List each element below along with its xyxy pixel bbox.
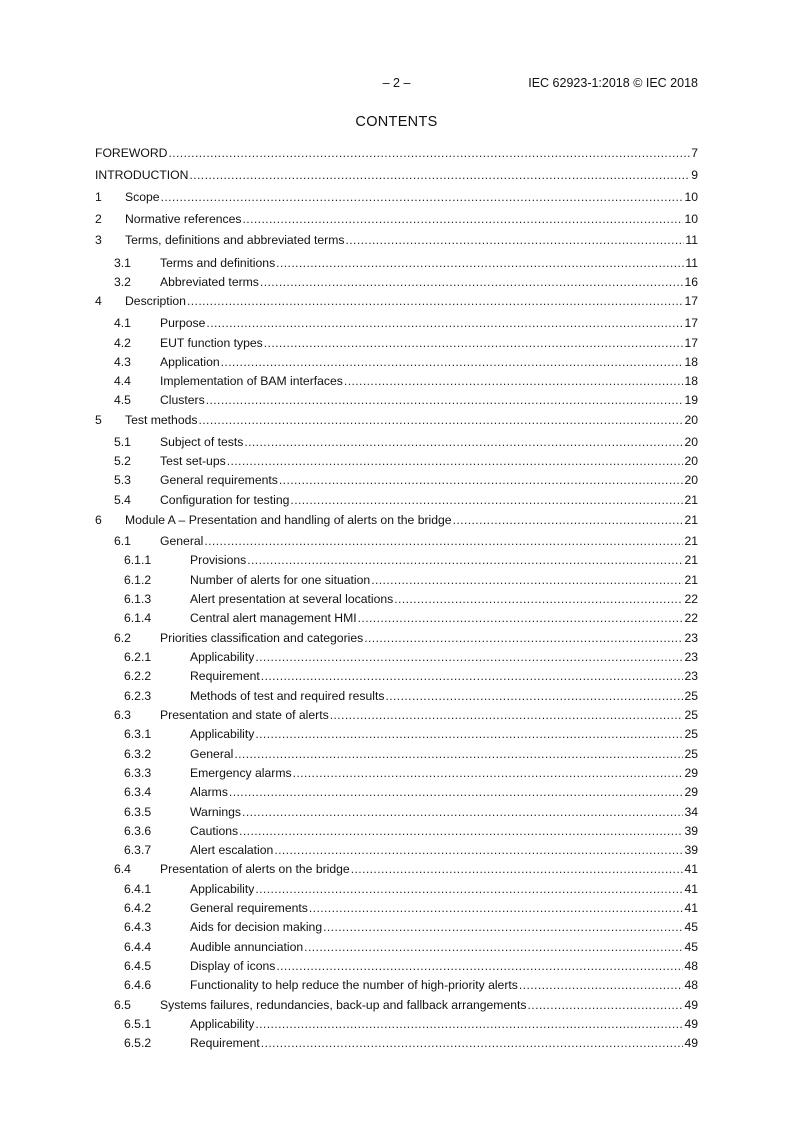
toc-entry-page: 25: [684, 708, 698, 722]
toc-entry-number: 5.2: [114, 454, 131, 468]
toc-entry-title: Alert presentation at several locations: [190, 592, 394, 606]
toc-leader-dots: [234, 747, 683, 761]
toc-entry[interactable]: [95, 513, 698, 532]
toc-entry[interactable]: [95, 374, 698, 393]
toc-entry-number: 6.5.2: [124, 1036, 152, 1050]
toc-entry[interactable]: [95, 998, 698, 1017]
page-header: [95, 76, 698, 94]
toc-entry-number: 4.1: [114, 316, 131, 330]
toc-entry-page: 29: [684, 766, 698, 780]
toc-entry-title: Methods of test and required results: [190, 689, 385, 703]
toc-entry-title: Emergency alarms: [190, 766, 292, 780]
toc-entry-number: 6.4.6: [124, 978, 152, 992]
toc-entry-number: 6.1: [114, 534, 131, 548]
toc-entry-number: 5.3: [114, 473, 131, 487]
toc-leader-dots: [261, 669, 684, 683]
toc-entry-page: 17: [684, 294, 698, 308]
toc-entry-number: 4.5: [114, 393, 131, 407]
toc-entry-page: 29: [684, 785, 698, 799]
toc-entry-page: 23: [684, 669, 698, 683]
toc-entry-page: 20: [684, 413, 698, 427]
toc-entry[interactable]: [95, 1036, 698, 1055]
toc-entry[interactable]: [95, 650, 698, 669]
toc-entry[interactable]: [95, 435, 698, 454]
toc-leader-dots: [206, 393, 684, 407]
toc-entry-page: 22: [684, 592, 698, 606]
toc-entry[interactable]: [95, 212, 698, 231]
toc-leader-dots: [394, 592, 683, 606]
toc-entry-page: 34: [684, 805, 698, 819]
toc-entry-number: 4.2: [114, 336, 131, 350]
toc-entry-title: Presentation and state of alerts: [160, 708, 329, 722]
toc-entry-page: 16: [684, 275, 698, 289]
toc-entry-page: 45: [684, 920, 698, 934]
toc-entry[interactable]: [95, 168, 698, 187]
toc-leader-dots: [274, 843, 683, 857]
toc-entry[interactable]: [95, 631, 698, 650]
toc-entry[interactable]: [95, 862, 698, 881]
toc-leader-dots: [204, 534, 683, 548]
toc-entry[interactable]: [95, 689, 698, 708]
toc-entry-number: 6.4.5: [124, 959, 152, 973]
toc-entry[interactable]: [95, 493, 698, 512]
toc-entry-title: Provisions: [190, 553, 247, 567]
toc-leader-dots: [358, 611, 684, 625]
toc-entry[interactable]: [95, 413, 698, 432]
toc-entry-title: INTRODUCTION: [95, 168, 189, 182]
toc-entry[interactable]: [95, 573, 698, 592]
toc-entry-title: Presentation of alerts on the bridge: [160, 862, 350, 876]
toc-entry[interactable]: [95, 901, 698, 920]
toc-entry[interactable]: [95, 393, 698, 412]
toc-entry-number: 6.3.5: [124, 805, 152, 819]
toc-entry-title: Scope: [125, 190, 160, 204]
toc-entry-page: 17: [684, 336, 698, 350]
toc-entry-number: 4.4: [114, 374, 131, 388]
toc-entry-page: 25: [684, 689, 698, 703]
toc-entry-page: 39: [684, 843, 698, 857]
toc-entry[interactable]: [95, 882, 698, 901]
toc-entry-page: 7: [691, 146, 698, 160]
toc-leader-dots: [304, 940, 683, 954]
toc-entry-page: 39: [684, 824, 698, 838]
toc-entry-page: 21: [684, 493, 698, 507]
toc-entry-page: 21: [684, 573, 698, 587]
toc-entry-page: 41: [684, 862, 698, 876]
toc-entry-number: 6.4: [114, 862, 131, 876]
toc-entry-number: 6.2.3: [124, 689, 152, 703]
toc-entry[interactable]: [95, 843, 698, 862]
toc-leader-dots: [189, 168, 690, 182]
toc-entry-page: 41: [684, 901, 698, 915]
toc-entry-number: 3.2: [114, 275, 131, 289]
toc-entry-number: 6: [95, 513, 102, 527]
toc-entry-title: Priorities classification and categories: [160, 631, 364, 645]
toc-leader-dots: [221, 355, 684, 369]
toc-entry-number: 3.1: [114, 256, 131, 270]
toc-leader-dots: [243, 212, 684, 226]
toc-leader-dots: [239, 824, 683, 838]
toc-entry-page: 20: [684, 435, 698, 449]
toc-leader-dots: [255, 727, 683, 741]
toc-leader-dots: [323, 920, 683, 934]
toc-entry-number: 2: [95, 212, 102, 226]
toc-entry-number: 6.5.1: [124, 1017, 152, 1031]
toc-entry-number: 6.4.4: [124, 940, 152, 954]
toc-entry[interactable]: [95, 727, 698, 746]
toc-entry-page: 11: [685, 233, 698, 247]
toc-leader-dots: [244, 435, 683, 449]
toc-entry[interactable]: [95, 146, 698, 165]
toc-entry-number: 6.3.1: [124, 727, 152, 741]
toc-entry-title: EUT function types: [160, 336, 263, 350]
toc-entry[interactable]: [95, 592, 698, 611]
toc-leader-dots: [290, 493, 683, 507]
toc-entry-page: 49: [684, 1017, 698, 1031]
toc-entry[interactable]: [95, 473, 698, 492]
toc-entry-number: 4: [95, 294, 102, 308]
page-title: CONTENTS: [355, 114, 438, 130]
toc-entry-title: FOREWORD: [95, 146, 168, 160]
toc-leader-dots: [187, 294, 683, 308]
toc-entry-number: 4.3: [114, 355, 131, 369]
page-number: – 2 –: [382, 76, 411, 90]
toc-entry-page: 18: [684, 355, 698, 369]
toc-entry-page: 11: [685, 256, 698, 270]
toc-entry-page: 25: [684, 727, 698, 741]
toc-leader-dots: [453, 513, 684, 527]
toc-entry-title: Configuration for testing: [160, 493, 290, 507]
toc-leader-dots: [161, 190, 684, 204]
toc-entry-title: Functionality to help reduce the number of high-priority alerts: [190, 978, 518, 992]
toc-entry[interactable]: [95, 978, 698, 997]
toc-leader-dots: [345, 233, 684, 247]
toc-entry-title: Terms, definitions and abbreviated terms: [125, 233, 345, 247]
toc-entry[interactable]: [95, 294, 698, 313]
toc-entry[interactable]: [95, 316, 698, 335]
toc-entry-number: 6.5: [114, 998, 131, 1012]
toc-entry-title: General requirements: [160, 473, 278, 487]
toc-entry-page: 9: [691, 168, 698, 182]
toc-entry-page: 20: [684, 454, 698, 468]
toc-entry-title: General: [160, 534, 204, 548]
toc-leader-dots: [279, 473, 684, 487]
toc-leader-dots: [276, 959, 683, 973]
toc-entry-title: Applicability: [190, 650, 255, 664]
toc-entry[interactable]: [95, 669, 698, 688]
toc-entry[interactable]: [95, 1017, 698, 1036]
toc-entry[interactable]: [95, 785, 698, 804]
toc-entry-page: 23: [684, 650, 698, 664]
toc-entry-page: 20: [684, 473, 698, 487]
toc-entry-page: 45: [684, 940, 698, 954]
toc-entry-title: Applicability: [190, 727, 255, 741]
toc-entry-page: 10: [684, 212, 698, 226]
toc-entry-number: 6.4.3: [124, 920, 152, 934]
toc-entry[interactable]: [95, 190, 698, 209]
toc-leader-dots: [242, 805, 683, 819]
toc-entry-title: General: [190, 747, 234, 761]
toc-leader-dots: [255, 1017, 683, 1031]
toc-entry[interactable]: [95, 920, 698, 939]
toc-entry[interactable]: [95, 355, 698, 374]
toc-entry[interactable]: [95, 553, 698, 572]
toc-entry-title: Clusters: [160, 393, 205, 407]
toc-entry-number: 6.1.1: [124, 553, 152, 567]
toc-leader-dots: [528, 998, 684, 1012]
toc-entry-title: Systems failures, redundancies, back-up and fallback arrangements: [160, 998, 527, 1012]
toc-entry-number: 6.1.4: [124, 611, 152, 625]
toc-entry[interactable]: [95, 766, 698, 785]
toc-entry-title: Number of alerts for one situation: [190, 573, 371, 587]
toc-entry-title: Test methods: [125, 413, 198, 427]
toc-entry-title: Applicability: [190, 1017, 255, 1031]
toc-entry[interactable]: [95, 275, 698, 294]
toc-entry[interactable]: [95, 233, 698, 252]
toc-entry-title: Alert escalation: [190, 843, 274, 857]
toc-entry-title: General requirements: [190, 901, 308, 915]
toc-leader-dots: [364, 631, 683, 645]
toc-entry-number: 1: [95, 190, 102, 204]
toc-entry-number: 5.4: [114, 493, 131, 507]
toc-entry-title: Subject of tests: [160, 435, 244, 449]
toc-leader-dots: [276, 256, 684, 270]
toc-entry[interactable]: [95, 747, 698, 766]
toc-entry-page: 49: [684, 1036, 698, 1050]
toc-entry[interactable]: [95, 336, 698, 355]
toc-entry-number: 6.3.2: [124, 747, 152, 761]
toc-leader-dots: [351, 862, 684, 876]
toc-leader-dots: [255, 882, 683, 896]
toc-entry-page: 22: [684, 611, 698, 625]
toc-entry-page: 21: [684, 553, 698, 567]
toc-leader-dots: [519, 978, 684, 992]
toc-entry-number: 6.4.2: [124, 901, 152, 915]
toc-entry-title: Module A – Presentation and handling of alerts on the bridge: [125, 513, 452, 527]
toc-entry-title: Implementation of BAM interfaces: [160, 374, 343, 388]
toc-entry-number: 6.4.1: [124, 882, 152, 896]
toc-leader-dots: [247, 553, 683, 567]
toc-entry[interactable]: [95, 454, 698, 473]
toc-leader-dots: [309, 901, 684, 915]
toc-leader-dots: [255, 650, 683, 664]
toc-leader-dots: [330, 708, 684, 722]
toc-entry-title: Description: [125, 294, 186, 308]
toc-entry-title: Applicability: [190, 882, 255, 896]
toc-leader-dots: [168, 146, 690, 160]
toc-entry-number: 6.1.2: [124, 573, 152, 587]
toc-entry-title: Display of icons: [190, 959, 276, 973]
toc-entry-number: 6.2.1: [124, 650, 152, 664]
toc-entry-title: Central alert management HMI: [190, 611, 357, 625]
toc-entry-number: 5.1: [114, 435, 131, 449]
toc-entry-title: Requirement: [190, 1036, 260, 1050]
toc-entry-title: Purpose: [160, 316, 206, 330]
toc-leader-dots: [260, 275, 684, 289]
toc-entry-number: 6.3.4: [124, 785, 152, 799]
toc-entry[interactable]: [95, 940, 698, 959]
toc-leader-dots: [293, 766, 684, 780]
toc-entry-title: Audible annunciation: [190, 940, 304, 954]
toc-entry-page: 49: [684, 998, 698, 1012]
toc-entry-title: Application: [160, 355, 220, 369]
toc-entry-title: Cautions: [190, 824, 239, 838]
toc-leader-dots: [227, 454, 684, 468]
toc-entry-number: 6.3: [114, 708, 131, 722]
toc-entry-number: 3: [95, 233, 102, 247]
toc-entry-number: 6.3.6: [124, 824, 152, 838]
toc-entry-title: Abbreviated terms: [160, 275, 259, 289]
toc-entry[interactable]: [95, 611, 698, 630]
toc-leader-dots: [371, 573, 683, 587]
toc-entry-title: Terms and definitions: [160, 256, 276, 270]
toc-leader-dots: [206, 316, 683, 330]
toc-entry[interactable]: [95, 959, 698, 978]
toc-leader-dots: [261, 1036, 684, 1050]
toc-entry-title: Normative references: [125, 212, 242, 226]
toc-entry-title: Warnings: [190, 805, 242, 819]
toc-entry-number: 5: [95, 413, 102, 427]
toc-entry-number: 6.3.7: [124, 843, 152, 857]
toc-leader-dots: [344, 374, 684, 388]
toc-entry-page: 21: [684, 534, 698, 548]
toc-entry-page: 41: [684, 882, 698, 896]
toc-entry-page: 48: [684, 978, 698, 992]
toc-entry-number: 6.2: [114, 631, 131, 645]
toc-entry[interactable]: [95, 534, 698, 553]
toc-entry-title: Test set-ups: [160, 454, 226, 468]
toc-entry[interactable]: [95, 824, 698, 843]
toc-entry[interactable]: [95, 805, 698, 824]
standard-reference: IEC 62923-1:2018 © IEC 2018: [528, 76, 698, 90]
toc-entry-page: 17: [684, 316, 698, 330]
toc-entry-page: 25: [684, 747, 698, 761]
toc-entry-title: Aids for decision making: [190, 920, 323, 934]
toc-entry-page: 23: [684, 631, 698, 645]
toc-leader-dots: [264, 336, 684, 350]
toc-entry-title: Requirement: [190, 669, 260, 683]
toc-leader-dots: [385, 689, 683, 703]
toc-entry-number: 6.2.2: [124, 669, 152, 683]
toc-entry-number: 6.3.3: [124, 766, 152, 780]
toc-entry-number: 6.1.3: [124, 592, 152, 606]
toc-entry[interactable]: [95, 708, 698, 727]
toc-entry[interactable]: [95, 256, 698, 275]
toc-entry-page: 10: [684, 190, 698, 204]
toc-entry-title: Alarms: [190, 785, 228, 799]
toc-entry-page: 21: [684, 513, 698, 527]
toc-entry-page: 48: [684, 959, 698, 973]
toc-leader-dots: [198, 413, 683, 427]
toc-entry-page: 18: [684, 374, 698, 388]
toc-leader-dots: [229, 785, 684, 799]
toc-entry-page: 19: [684, 393, 698, 407]
